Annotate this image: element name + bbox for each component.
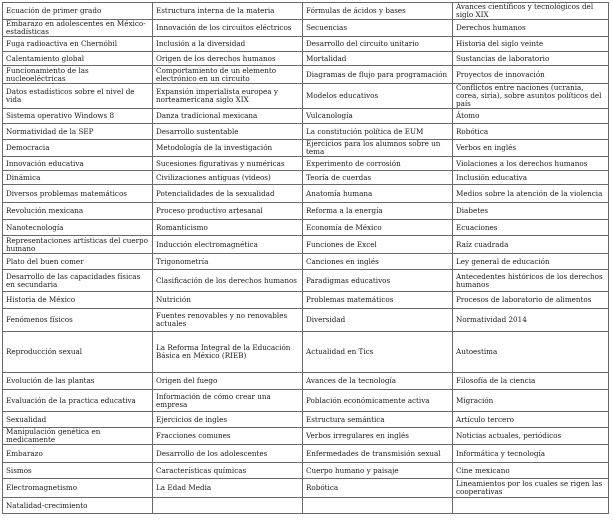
table-cell: Información de cómo crear una empresa: [153, 390, 303, 412]
table-cell: Experimento de corrosión: [303, 157, 453, 171]
table-cell: Historia de México: [3, 292, 153, 309]
table-cell: La Reforma Integral de la Educación Básica en México (RIEB): [153, 332, 303, 373]
table-cell: Inducción electromagnética: [153, 236, 303, 254]
table-cell: Dinámica: [3, 171, 153, 185]
table-row: [3, 373, 609, 390]
table-cell: Funcionamiento de las nucleoeléctricas: [3, 66, 153, 84]
table-cell: Conflictos entre naciones (ucrania, corea, siria), sobre asuntos políticos del país: [453, 84, 609, 109]
table-cell: Desarrollo de los adolescentes: [153, 445, 303, 463]
topics-table-body: [3, 3, 609, 514]
table-cell: Economía de México: [303, 220, 453, 236]
table-cell: Comportamiento de un elemento electrónico en un circuito: [153, 66, 303, 84]
table-cell: Verbos irregulares en inglés: [303, 428, 453, 445]
table-cell: Calentamiento global: [3, 52, 153, 66]
table-cell: Ecuación de primer grado: [3, 3, 153, 20]
table-cell: Evolución de las plantas: [3, 373, 153, 390]
table-cell: Antecedentes históricos de los derechos humanos: [453, 270, 609, 292]
table-cell: Derechos humanos: [453, 20, 609, 37]
table-row: [3, 236, 609, 254]
table-cell: Desarrollo de las capacidades físicas en secundaria: [3, 270, 153, 292]
table-cell: Sismos: [3, 463, 153, 479]
table-cell: Sustancias de laboratorio: [453, 52, 609, 66]
table-row: [3, 220, 609, 236]
table-cell: Diversos problemas matemáticos: [3, 185, 153, 203]
table-cell: Innovación de los circuitos eléctricos: [153, 20, 303, 37]
table-row: [3, 185, 609, 203]
table-cell: Representaciones artísticas del cuerpo humano: [3, 236, 153, 254]
table-cell: Autoestima: [453, 332, 609, 373]
table-cell: Modelos educativos: [303, 84, 453, 109]
table-row: [3, 270, 609, 292]
table-cell: Ejercicios de ingles: [153, 412, 303, 428]
table-row: [3, 463, 609, 479]
table-cell: Fuentes renovables y no renovables actuales: [153, 309, 303, 332]
table-cell: Historia del siglo veinte: [453, 37, 609, 52]
table-row: [3, 254, 609, 270]
table-cell: Actualidad en Tics: [303, 332, 453, 373]
table-cell: Sexualidad: [3, 412, 153, 428]
table-row: [3, 3, 609, 20]
table-cell: Raíz cuadrada: [453, 236, 609, 254]
table-cell: Cuerpo humano y paisaje: [303, 463, 453, 479]
table-cell: Medios sobre la atención de la violencia: [453, 185, 609, 203]
table-cell: Noticias actuales, periódicos: [453, 428, 609, 445]
table-cell: Migración: [453, 390, 609, 412]
table-row: [3, 428, 609, 445]
table-cell: Innovación educativa: [3, 157, 153, 171]
table-cell: Avances científicos y tecnológicos del siglo XIX: [453, 3, 609, 20]
table-cell: Manipulación genética en medicamente: [3, 428, 153, 445]
table-row: [3, 332, 609, 373]
table-cell: Átomo: [453, 109, 609, 124]
table-row: [3, 109, 609, 124]
table-cell: Secuencias: [303, 20, 453, 37]
table-cell: Proyectos de innovación: [453, 66, 609, 84]
table-row: [3, 412, 609, 428]
table-cell: Desarrollo del circuito unitario: [303, 37, 453, 52]
table-row: [3, 171, 609, 185]
table-cell: Mortalidad: [303, 52, 453, 66]
table-cell: Democracia: [3, 140, 153, 157]
table-cell: Fórmulas de ácidos y bases: [303, 3, 453, 20]
table-cell: Población económicamente activa: [303, 390, 453, 412]
table-row: [3, 84, 609, 109]
table-row: [3, 292, 609, 309]
table-cell: Ejercicios para los alumnos sobre un tema: [303, 140, 453, 157]
table-cell: Normatividad 2014: [453, 309, 609, 332]
table-cell: Danza tradicional mexicana: [153, 109, 303, 124]
table-row: [3, 498, 609, 514]
table-cell: Funciones de Excel: [303, 236, 453, 254]
table-cell: Estructura interna de la materia: [153, 3, 303, 20]
table-cell: Robótica: [453, 124, 609, 140]
table-cell: Ecuaciones: [453, 220, 609, 236]
table-row: [3, 309, 609, 332]
table-cell: Artículo tercero: [453, 412, 609, 428]
table-row: [3, 20, 609, 37]
table-cell: Reforma a la energía: [303, 203, 453, 220]
table-cell: Plato del buen comer: [3, 254, 153, 270]
table-cell: Proceso productivo artesanal: [153, 203, 303, 220]
table-cell: Sistema operativo Windows 8: [3, 109, 153, 124]
table-cell: Clasificación de los derechos humanos: [153, 270, 303, 292]
table-cell: Embarazo en adolescentes en México-estadísticas: [3, 20, 153, 37]
table-cell: [453, 498, 609, 514]
table-cell: Potencialidades de la sexualidad: [153, 185, 303, 203]
table-cell: La constitución política de EUM: [303, 124, 453, 140]
table-cell: Diagramas de flujo para programación: [303, 66, 453, 84]
table-cell: Natalidad-crecimiento: [3, 498, 153, 514]
table-cell: Inclusión a la diversidad: [153, 37, 303, 52]
table-cell: Electromagnetismo: [3, 479, 153, 498]
table-row: [3, 66, 609, 84]
table-cell: Datos estadísticos sobre el nivel de vida: [3, 84, 153, 109]
table-cell: Violaciones a los derechos humanos: [453, 157, 609, 171]
table-cell: Revolución mexicana: [3, 203, 153, 220]
table-row: [3, 157, 609, 171]
table-cell: Características químicas: [153, 463, 303, 479]
table-row: [3, 37, 609, 52]
table-cell: Reproducción sexual: [3, 332, 153, 373]
table-cell: Estructura semántica: [303, 412, 453, 428]
table-row: [3, 124, 609, 140]
table-cell: Paradigmas educativos: [303, 270, 453, 292]
table-cell: Problemas matemáticos: [303, 292, 453, 309]
table-cell: Nanotecnología: [3, 220, 153, 236]
table-cell: Inclusión educativa: [453, 171, 609, 185]
table-cell: Diabetes: [453, 203, 609, 220]
table-cell: Procesos de laboratorio de alimentos: [453, 292, 609, 309]
table-cell: [303, 498, 453, 514]
table-cell: Lineamientos por los cuales se rigen las cooperativas: [453, 479, 609, 498]
table-cell: Robótica: [303, 479, 453, 498]
table-cell: Expansión imperialista europea y norteamericana siglo XIX: [153, 84, 303, 109]
table-cell: Romanticismo: [153, 220, 303, 236]
table-cell: Fracciones comunes: [153, 428, 303, 445]
table-cell: Fenómenos físicos: [3, 309, 153, 332]
table-cell: Filosofía de la ciencia: [453, 373, 609, 390]
table-row: [3, 52, 609, 66]
table-cell: Sucesiones figurativas y numéricas: [153, 157, 303, 171]
table-cell: Fuga radioactiva en Chernóbil: [3, 37, 153, 52]
table-cell: Ley general de educación: [453, 254, 609, 270]
table-cell: Verbos en inglés: [453, 140, 609, 157]
table-cell: Vulcanología: [303, 109, 453, 124]
table-cell: Normatividad de la SEP: [3, 124, 153, 140]
table-cell: Trigonometría: [153, 254, 303, 270]
table-cell: Enfermedades de transmisión sexual: [303, 445, 453, 463]
table-cell: Teoría de cuerdas: [303, 171, 453, 185]
table-cell: Metodología de la investigación: [153, 140, 303, 157]
table-cell: Canciones en inglés: [303, 254, 453, 270]
table-cell: Origen de los derechos humanos: [153, 52, 303, 66]
table-cell: [153, 498, 303, 514]
table-row: [3, 479, 609, 498]
table-cell: Embarazo: [3, 445, 153, 463]
topics-table: [2, 2, 609, 514]
table-cell: Cine mexicano: [453, 463, 609, 479]
table-cell: Informática y tecnología: [453, 445, 609, 463]
table-row: [3, 140, 609, 157]
table-row: [3, 445, 609, 463]
table-row: [3, 390, 609, 412]
table-cell: Nutrición: [153, 292, 303, 309]
table-cell: Evaluación de la practica educativa: [3, 390, 153, 412]
table-cell: Origen del fuego: [153, 373, 303, 390]
table-cell: Avances de la tecnología: [303, 373, 453, 390]
table-cell: Desarrollo sustentable: [153, 124, 303, 140]
table-cell: Anatomía humana: [303, 185, 453, 203]
table-cell: Civilizaciones antiguas (videos): [153, 171, 303, 185]
table-cell: Diversidad: [303, 309, 453, 332]
table-cell: La Edad Media: [153, 479, 303, 498]
table-row: [3, 203, 609, 220]
